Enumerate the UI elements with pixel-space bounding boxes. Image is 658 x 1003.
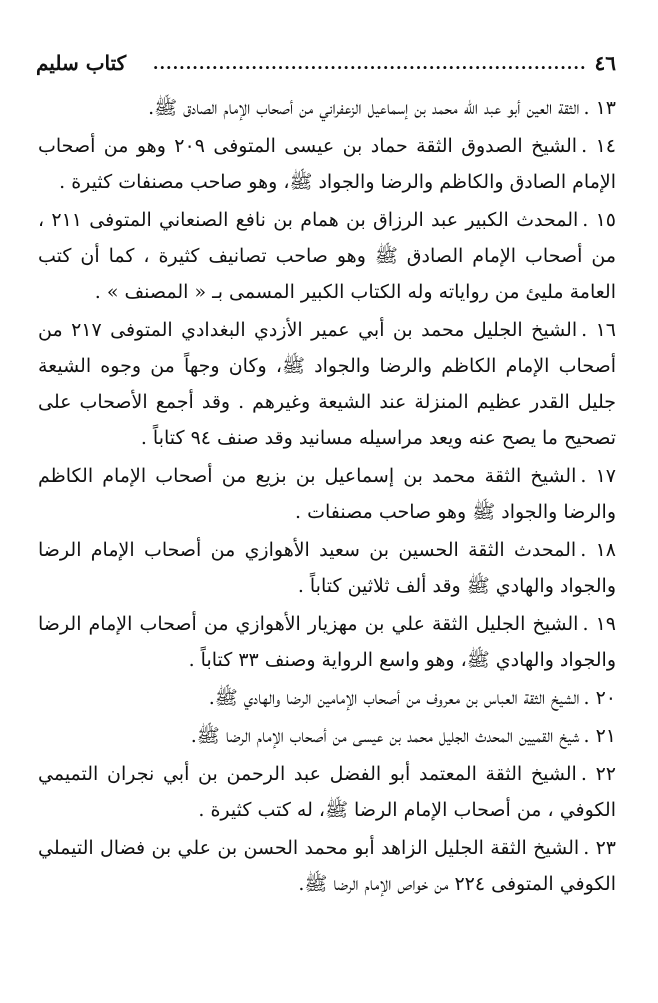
list-item <box>38 90 616 126</box>
entry-text: الشيخ الصدوق الثقة حماد بن عيسى المتوفى ٢٠٩ وهو من أصحاب الإمام الصادق والكاظم والرضا والجواد ﷺ، وهو صاحب مصنفات كثيرة . <box>38 135 616 193</box>
list-item <box>38 830 616 902</box>
entry-text: الشيخ الجليل محمد بن أبي عمير الأزدي البغدادي المتوفى ٢١٧ من أصحاب الإمام الكاظم والرضا والجواد ﷺ، وكان وجهاً من وجوه الشيعة جليل القدر عظيم المنزلة عند الشيعة وغيرهم . وقد أجمع الأصحاب على تصحيح ما يصح عنه ويعد مراسيله مسانيد وقد صنف ٩٤ كتاباً . <box>38 319 616 449</box>
list-item <box>38 606 616 678</box>
entry-text: شيخ القميين المحدث الجليل محمد بن عيسى من أصحاب الإمام الرضا ﷺ. <box>190 725 580 747</box>
entry-number: ١٩ . <box>582 613 616 635</box>
entry-number: ٢٠ . <box>583 687 616 709</box>
list-item <box>38 532 616 604</box>
list-item <box>38 458 616 530</box>
entry-text: الشيخ الجليل الثقة علي بن مهزيار الأهوازي من أصحاب الإمام الرضا والجواد والهادي ﷺ، وهو واسع الرواية وصنف ٣٣ كتاباً . <box>38 613 616 671</box>
entry-text: المحدث الكبير عبد الرزاق بن همام بن نافع الصنعاني المتوفى ٢١١ ، من أصحاب الإمام الصادق ﷺ وهو صاحب تصانيف كثيرة ، كما أن كتب العامة مليئ من رواياته وله الكتاب الكبير المسمى بـ « المصنف » . <box>38 209 616 303</box>
entry-text: الشيخ الثقة محمد بن إسماعيل بن بزيع من أصحاب الإمام الكاظم والرضا والجواد ﷺ وهو صاحب مصنفات . <box>38 465 616 523</box>
entry-number: ١٧ . <box>580 465 616 487</box>
entry-text: الشيخ الثقة المعتمد أبو الفضل عبد الرحمن بن أبي نجران التميمي الكوفي ، من أصحاب الإمام الرضا ﷺ، له كتب كثيرة . <box>38 763 616 821</box>
entry-text: الشيخ الثقة الجليل الزاهد أبو محمد الحسن بن علي بن فضال التيملي الكوفي المتوفى ٢٢٤ من خواص الإمام الرضا ﷺ. <box>38 837 616 895</box>
book-title: كتاب سليم <box>36 51 127 75</box>
list-item <box>38 756 616 828</box>
entry-text: الشيخ الثقة العباس بن معروف من أصحاب الإمامين الرضا والهادي ﷺ. <box>208 687 580 709</box>
header-leader-dots: .................................................................. <box>152 53 587 73</box>
list-item <box>38 312 616 456</box>
entry-number: ١٤ . <box>581 135 616 157</box>
entry-number: ٢١ . <box>583 725 616 747</box>
entry-number: ١٦ . <box>581 319 616 341</box>
list-item <box>38 680 616 716</box>
page-number: ٤٦ <box>594 51 616 75</box>
entry-number: ١٨ . <box>580 539 616 561</box>
page-header <box>36 48 616 78</box>
list-item <box>38 718 616 754</box>
entries-list <box>38 90 616 904</box>
entry-text: المحدث الثقة الحسين بن سعيد الأهوازي من أصحاب الإمام الرضا والجواد والهادي ﷺ وقد ألف ثلاثين كتاباً . <box>38 539 616 597</box>
entry-number: ٢٣ . <box>583 837 616 859</box>
entry-number: ١٣ . <box>583 97 616 119</box>
list-item <box>38 128 616 200</box>
entry-number: ١٥ . <box>582 209 616 231</box>
entry-text: الثقة العين أبو عبد الله محمد بن إسماعيل الزعفراني من أصحاب الإمام الصادق ﷺ. <box>148 97 580 119</box>
list-item <box>38 202 616 310</box>
entry-number: ٢٢ . <box>580 763 616 785</box>
